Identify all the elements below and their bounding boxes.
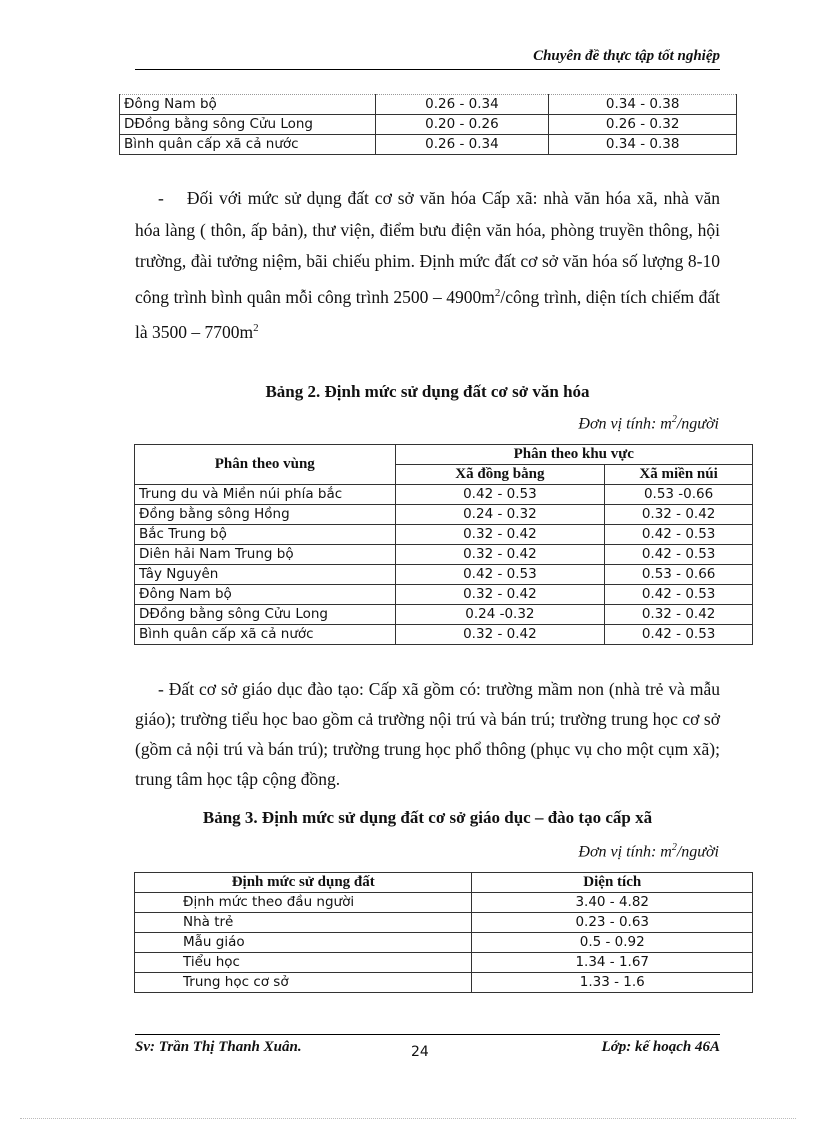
- table-cell: 0.32 - 0.42: [605, 605, 753, 625]
- superscript: 2: [494, 286, 501, 299]
- table-2: [134, 444, 753, 645]
- superscript: 2: [671, 842, 677, 853]
- table-row: [135, 505, 753, 525]
- table-cell: Đông Nam bộ: [135, 585, 396, 605]
- table-cell: 0.26 - 0.34: [375, 135, 549, 155]
- paragraph-text: - Đất cơ sở giáo dục đào tạo: Cấp xã gồm có: trường mầm non (nhà trẻ và mẫu giáo); trường tiểu học bao gồm cả trường nội trú và bán trú; trường trung học cơ sở (gồm cả nội trú và bán trú); trường trung học phổ thông (phục vụ cho một cụm xã); trung tâm học tập cộng đồng.: [135, 679, 720, 789]
- table-cell: Nhà trẻ: [135, 913, 472, 933]
- table-cell: Tiểu học: [135, 953, 472, 973]
- table-cell: 0.42 - 0.53: [605, 545, 753, 565]
- table-cell: Diên hải Nam Trung bộ: [135, 545, 396, 565]
- table-cell: 0.53 -0.66: [605, 485, 753, 505]
- table-2-caption: Bảng 2. Định mức sử dụng đất cơ sở văn hóa: [265, 382, 590, 401]
- paragraph-education-land: [135, 674, 720, 794]
- table-cell: 0.42 - 0.53: [395, 485, 605, 505]
- paragraph-text: /công trình, diện tích chiếm đất là 3500 – 7700m: [135, 286, 720, 342]
- table-row: [120, 135, 737, 155]
- table-row: [135, 973, 753, 993]
- footer-class: Lớp: kế hoạch 46A: [601, 1039, 720, 1055]
- table-cell: Trung du và Miền núi phía bắc: [135, 485, 396, 505]
- table-cell: Định mức theo đầu người: [135, 893, 472, 913]
- table-cell: 0.42 - 0.53: [605, 525, 753, 545]
- table-cell: 0.5 - 0.92: [472, 933, 753, 953]
- table-row: [135, 933, 753, 953]
- page-edge-divider: [20, 1118, 796, 1119]
- column-group-header: Phân theo khu vực: [395, 445, 752, 465]
- table-row: [120, 115, 737, 135]
- table-1-continued: [119, 94, 737, 155]
- table-row: [120, 95, 737, 115]
- column-header: Diện tích: [472, 873, 753, 893]
- paragraph-text: Đối với mức sử dụng đất cơ sở văn hóa Cấp xã: nhà văn hóa xã, nhà văn hóa làng ( thôn, ấp bản), thư viện, điểm bưu điện văn hóa, phòng truyền thông, hội trường, đài tưởng niệm, bãi chiếu phim. Định mức đất cơ sở văn hóa số lượng 8-10 công trình bình quân mỗi công trình 2500 – 4900m: [135, 188, 720, 307]
- table-cell: Bình quân cấp xã cả nước: [120, 135, 376, 155]
- table-row: [135, 913, 753, 933]
- table-cell: 0.26 - 0.32: [549, 115, 737, 135]
- table-cell: Tây Nguyên: [135, 565, 396, 585]
- table-3-unit: [578, 842, 719, 861]
- table-row: [135, 625, 753, 645]
- paragraph-cultural-land: [135, 183, 720, 348]
- table-cell: 0.26 - 0.34: [375, 95, 549, 115]
- table-cell: DĐồng bằng sông Cửu Long: [120, 115, 376, 135]
- table-cell: Bắc Trung bộ: [135, 525, 396, 545]
- table-cell: 0.42 - 0.53: [395, 565, 605, 585]
- superscript: 2: [253, 321, 259, 334]
- footer-student: Sv: Trần Thị Thanh Xuân.: [135, 1039, 302, 1055]
- table-cell: 0.23 - 0.63: [472, 913, 753, 933]
- table-cell: 0.32 - 0.42: [395, 545, 605, 565]
- column-header: Phân theo vùng: [135, 445, 396, 485]
- table-cell: 0.32 - 0.42: [395, 525, 605, 545]
- unit-text: /người: [676, 843, 719, 861]
- superscript: 2: [671, 414, 677, 425]
- unit-text: /người: [676, 415, 719, 433]
- table-cell: 0.32 - 0.42: [395, 625, 605, 645]
- column-header: Xã miền núi: [605, 465, 753, 485]
- bullet-dash: -: [158, 188, 164, 208]
- header-divider: [135, 69, 720, 70]
- table-cell: 0.24 -0.32: [395, 605, 605, 625]
- table-2-unit: [578, 414, 719, 433]
- table-row: [135, 585, 753, 605]
- table-row: [135, 953, 753, 973]
- table-cell: Đông Nam bộ: [120, 95, 376, 115]
- table-cell: 0.20 - 0.26: [375, 115, 549, 135]
- column-header: Xã đồng bằng: [395, 465, 605, 485]
- table-cell: Bình quân cấp xã cả nước: [135, 625, 396, 645]
- footer-divider: [135, 1034, 720, 1035]
- header-title: Chuyên đề thực tập tốt nghiệp: [533, 48, 720, 64]
- table-cell: 0.34 - 0.38: [549, 95, 737, 115]
- table-cell: 0.32 - 0.42: [605, 505, 753, 525]
- table-cell: Mẫu giáo: [135, 933, 472, 953]
- table-cell: 0.42 - 0.53: [605, 585, 753, 605]
- table-3: [134, 872, 753, 993]
- table-cell: 3.40 - 4.82: [472, 893, 753, 913]
- table-cell: 0.53 - 0.66: [605, 565, 753, 585]
- table-cell: 1.33 - 1.6: [472, 973, 753, 993]
- table-row: [135, 545, 753, 565]
- table-row: [135, 605, 753, 625]
- unit-text: Đơn vị tính: m: [578, 415, 672, 433]
- table-cell: 1.34 - 1.67: [472, 953, 753, 973]
- table-cell: DĐồng bằng sông Cửu Long: [135, 605, 396, 625]
- table-cell: 0.42 - 0.53: [605, 625, 753, 645]
- column-header: Định mức sử dụng đất: [135, 873, 472, 893]
- table-header-row: [135, 873, 753, 893]
- table-row: [135, 525, 753, 545]
- table-cell: Trung học cơ sở: [135, 973, 472, 993]
- table-row: [135, 893, 753, 913]
- page-number: 24: [411, 1044, 429, 1060]
- table-header-row: [135, 445, 753, 465]
- table-3-caption: Bảng 3. Định mức sử dụng đất cơ sở giáo dục – đào tạo cấp xã: [202, 808, 653, 827]
- table-cell: Đồng bằng sông Hồng: [135, 505, 396, 525]
- table-cell: 0.34 - 0.38: [549, 135, 737, 155]
- unit-text: Đơn vị tính: m: [578, 843, 672, 861]
- table-cell: 0.24 - 0.32: [395, 505, 605, 525]
- table-row: [135, 485, 753, 505]
- table-row: [135, 565, 753, 585]
- table-cell: 0.32 - 0.42: [395, 585, 605, 605]
